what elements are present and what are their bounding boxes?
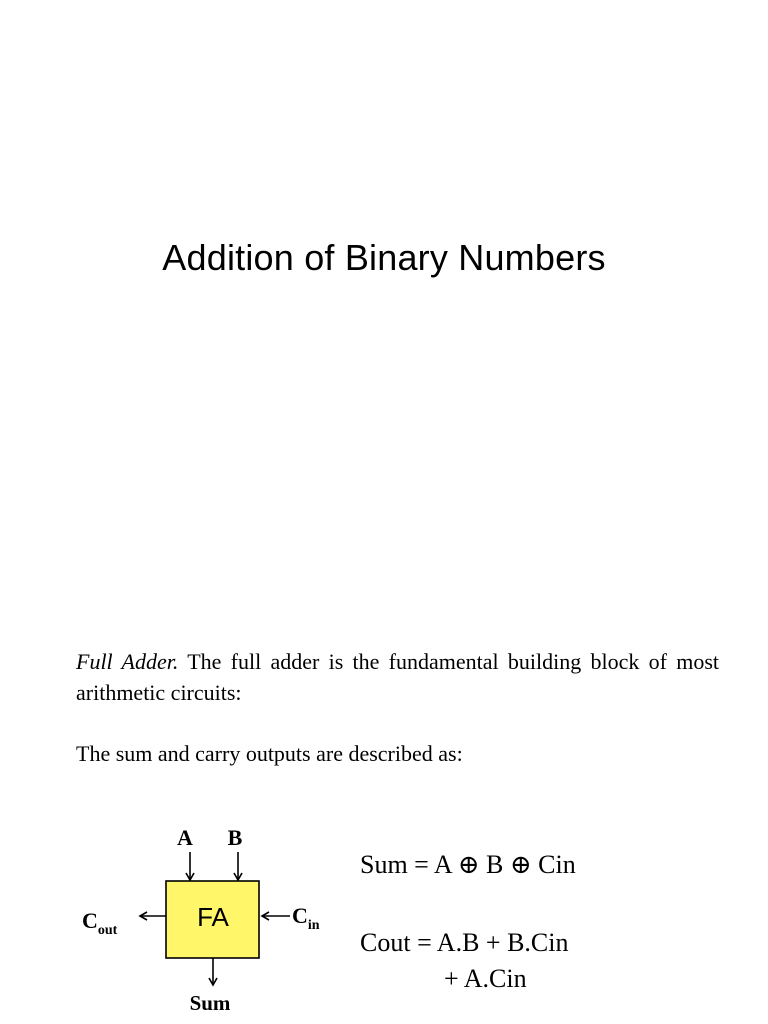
full-adder-text: The full adder is the fundamental building block of most arithmetic circuits: [76,649,720,705]
carry-out-equation: Cout = A.B + B.Cin [360,928,569,957]
full-adder-diagram [60,815,360,1024]
slide-title: Addition of Binary Numbers [162,237,606,278]
full-adder-block-label: FA [197,902,229,932]
carry-in-main: C [292,903,308,928]
full-adder-label: Full Adder. [76,649,179,674]
sum-equation: Sum = A ⊕ B ⊕ Cin [360,850,576,879]
carry-out-sub: out [97,923,118,938]
input-b-label: B [227,825,243,850]
sum-output-label: Sum [189,991,231,1015]
carry-out-label [82,908,118,938]
carry-out-main: C [82,908,98,933]
carry-in-label [292,903,320,933]
outputs-description: The sum and carry outputs are described as: [76,741,463,766]
carry-out-equation-continued: + A.Cin [444,964,527,993]
full-adder-description [76,646,719,708]
input-a-label: A [177,825,193,850]
carry-in-sub: in [307,918,320,933]
